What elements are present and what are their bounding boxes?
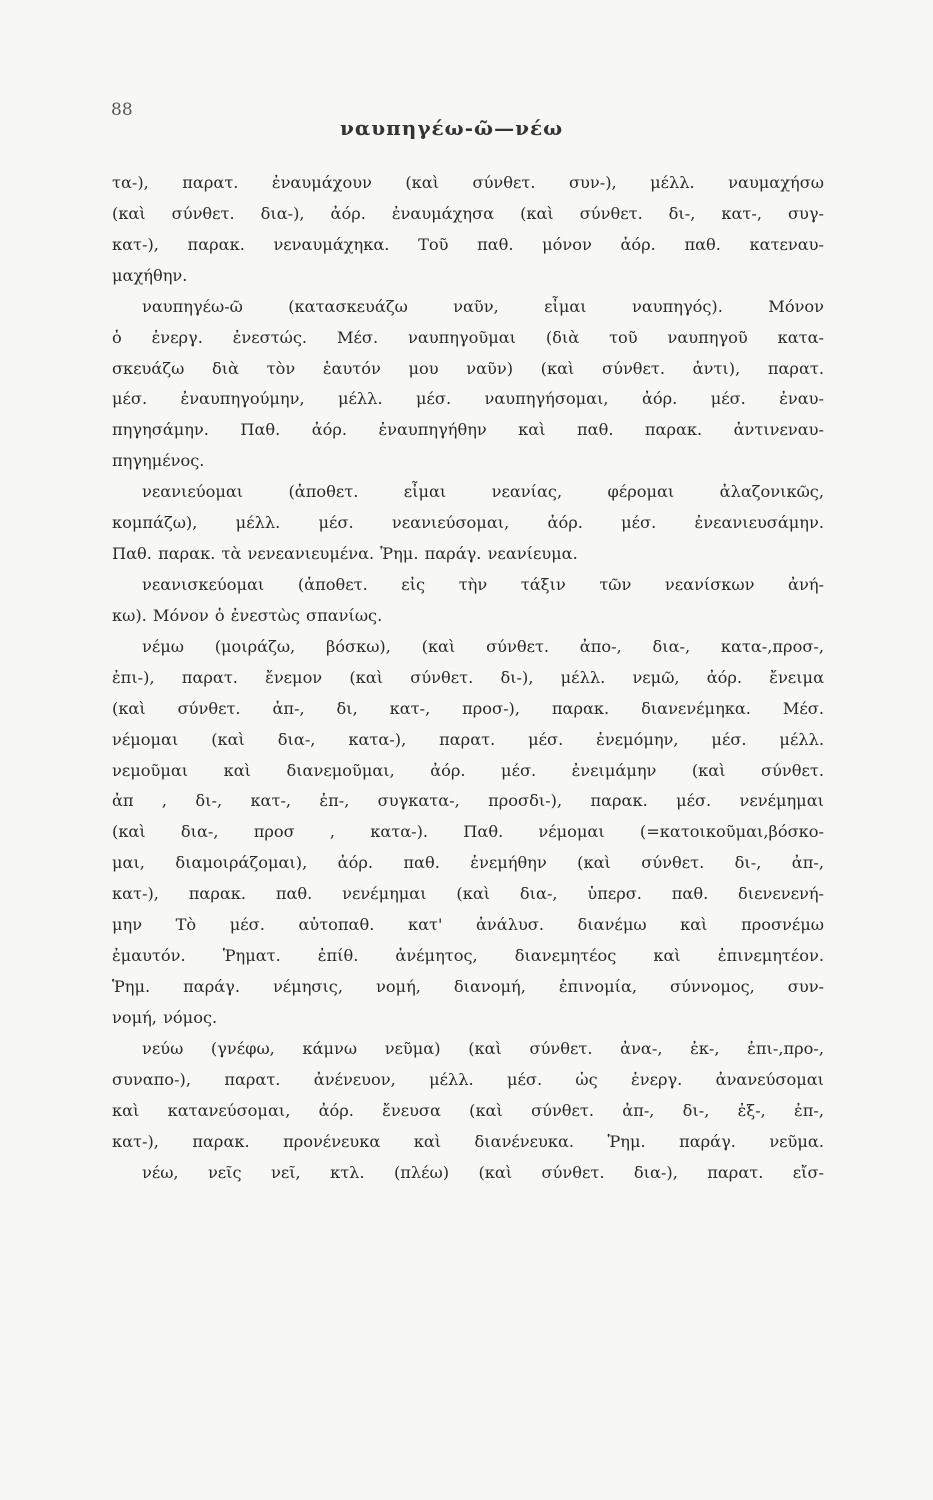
text-line: μαι, διαμοιράζομαι), ἀόρ. παθ. ἐνεμήθην (καὶ σύνθετ. δι-, ἀπ-, [112, 853, 824, 873]
text-line: μαχήθην. [112, 265, 188, 285]
text-line: ἀπ , δι-, κατ-, ἐπ-, συγκατα-, προσδι-), παρακ. μέσ. νενέμημαι [112, 791, 824, 811]
body-text [112, 168, 824, 1188]
text-line: κω). Μόνον ὁ ἐνεστὼς σπανίως. [112, 605, 383, 625]
text-line: νέμω (μοιράζω, βόσκω), (καὶ σύνθετ. ἀπο-, δια-, κατα-,προσ-, [142, 636, 824, 656]
text-line: ἐμαυτόν. Ῥηματ. ἐπίθ. ἀνέμητος, διανεμητέος καὶ ἐπινεμητέον. [112, 946, 824, 966]
text-line: νέω, νεῖς νεῖ, κτλ. (πλέω) (καὶ σύνθετ. δια-), παρατ. εἴσ- [142, 1162, 824, 1182]
text-line: σκευάζω διὰ τὸν ἑαυτόν μου ναῦν) (καὶ σύνθετ. ἀντι), παρατ. [112, 358, 824, 378]
text-line: συναπο-), παρατ. ἀνένευον, μέλλ. μέσ. ὡς ἐνεργ. ἀνανεύσομαι [112, 1069, 824, 1089]
text-line: ναυπηγέω-ῶ (κατασκευάζω ναῦν, εἶμαι ναυπηγός). Μόνον [142, 296, 824, 316]
text-line: ἐπι-), παρατ. ἔνεμον (καὶ σύνθετ. δι-), μέλλ. νεμῶ, ἀόρ. ἔνειμα [112, 667, 824, 687]
text-line: καὶ κατανεύσομαι, ἀόρ. ἔνευσα (καὶ σύνθετ. ἀπ-, δι-, ἐξ-, ἐπ-, [112, 1100, 824, 1120]
text-line: νεανισκεύομαι (ἀποθετ. εἰς τὴν τάξιν τῶν νεανίσκων ἀνή- [142, 574, 824, 594]
text-line: νομή, νόμος. [112, 1007, 218, 1027]
text-line: κομπάζω), μέλλ. μέσ. νεανιεύσομαι, ἀόρ. μέσ. ἐνεανιευσάμην. [112, 513, 824, 533]
text-line: κατ-), παρακ. νεναυμάχηκα. Τοῦ παθ. μόνον ἀόρ. παθ. κατεναυ- [112, 234, 824, 254]
text-line: νεανιεύομαι (ἀποθετ. εἶμαι νεανίας, φέρομαι ἀλαζονικῶς, [142, 482, 824, 502]
text-line: ὁ ἐνεργ. ἐνεστώς. Μέσ. ναυπηγοῦμαι (διὰ τοῦ ναυπηγοῦ κατα- [112, 327, 824, 347]
running-head: ναυπηγέω-ῶ—νέω [340, 116, 564, 140]
text-line: τα-), παρατ. ἐναυμάχουν (καὶ σύνθετ. συν-), μέλλ. ναυμαχήσω [112, 173, 824, 192]
text-line: μέσ. ἐναυπηγούμην, μέλλ. μέσ. ναυπηγήσομαι, ἀόρ. μέσ. ἐναυ- [112, 389, 824, 409]
text-line: νέμομαι (καὶ δια-, κατα-), παρατ. μέσ. ἐνεμόμην, μέσ. μέλλ. [112, 729, 824, 749]
text-line: (καὶ δια-, προσ , κατα-). Παθ. νέμομαι (=κατοικοῦμαι,βόσκο- [112, 822, 824, 842]
text-line: νεύω (γνέφω, κάμνω νεῦμα) (καὶ σύνθετ. ἀνα-, ἐκ-, ἐπι-,προ-, [142, 1038, 824, 1058]
text-line: μην Τὸ μέσ. αὐτοπαθ. κατ' ἀνάλυσ. διανέμω καὶ προσνέμω [112, 915, 824, 935]
text-line: Παθ. παρακ. τὰ νενεανιευμένα. Ῥημ. παράγ. νεανίευμα. [112, 544, 578, 564]
text-line: κατ-), παρακ. προνένευκα καὶ διανένευκα. Ῥημ. παράγ. νεῦμα. [112, 1131, 824, 1151]
text-line: Ῥημ. παράγ. νέμησις, νομή, διανομή, ἐπινομία, σύννομος, συν- [112, 976, 824, 996]
text-line: πηγησάμην. Παθ. ἀόρ. ἐναυπηγήθην καὶ παθ. παρακ. ἀντινεναυ- [112, 420, 824, 440]
text-line: (καὶ σύνθετ. δια-), ἀόρ. ἐναυμάχησα (καὶ σύνθετ. δι-, κατ-, συγ- [112, 203, 824, 223]
page-number: 88 [111, 100, 133, 120]
text-line: κατ-), παρακ. παθ. νενέμημαι (καὶ δια-, ὑπερσ. παθ. διενενενή- [112, 884, 824, 904]
text-line: (καὶ σύνθετ. ἀπ-, δι, κατ-, προσ-), παρακ. διανενέμηκα. Μέσ. [112, 698, 824, 718]
text-line: πηγημένος. [112, 451, 205, 471]
text-line: νεμοῦμαι καὶ διανεμοῦμαι, ἀόρ. μέσ. ἐνειμάμην (καὶ σύνθετ. [112, 760, 824, 780]
